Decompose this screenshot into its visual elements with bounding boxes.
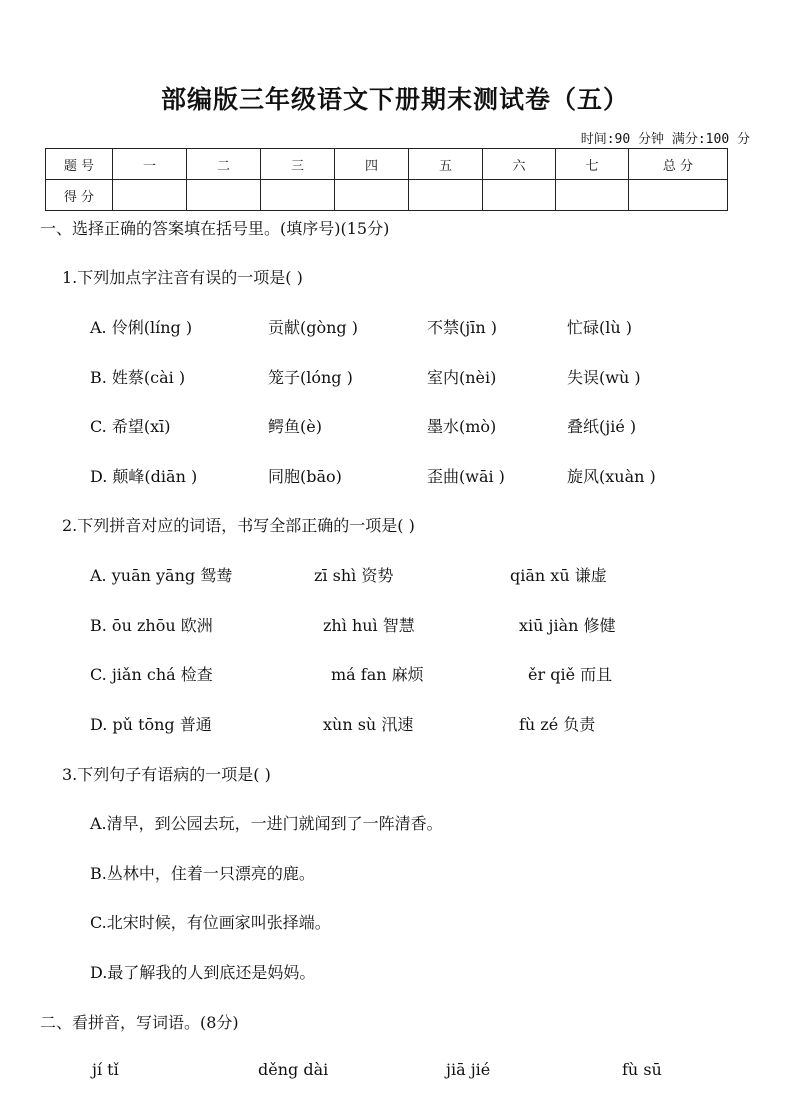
q1-option-d-4: 旋风(xuàn ) [567, 467, 656, 486]
header-cell: 一 [113, 149, 187, 180]
header-cell: 六 [483, 149, 556, 180]
q1-option-d-3: 歪曲(wāi ) [427, 467, 505, 486]
header-cell: 七 [556, 149, 629, 180]
q1-option-d-2: 同胞(bāo) [268, 467, 342, 486]
q1-option-a-3: 不禁(jīn ) [427, 318, 497, 337]
score-cell[interactable] [556, 180, 629, 211]
q2-option-b-2: zhì huì 智慧 [323, 616, 415, 635]
score-table-score-row [46, 180, 728, 211]
q2-option-a-3: qiān xū 谦虚 [510, 566, 607, 585]
score-cell[interactable] [187, 180, 261, 211]
question-2-stem: 2.下列拼音对应的词语，书写全部正确的一项是( ) [62, 516, 415, 535]
q2-option-c-2: má fan 麻烦 [331, 665, 424, 684]
pinyin-item-1: jí tǐ [92, 1060, 119, 1079]
q1-option-c-1: C. 希望(xī) [90, 417, 171, 436]
score-table [45, 148, 728, 211]
page-title: 部编版三年级语文下册期末测试卷（五） [160, 85, 629, 114]
q1-option-a-1: A. 伶俐(líng ) [90, 318, 193, 337]
q2-option-c-1: C. jiǎn chá 检查 [90, 665, 213, 684]
q1-option-d-1: D. 颠峰(diān ) [90, 467, 198, 486]
q2-option-a-1: A. yuān yāng 鸳鸯 [90, 566, 233, 585]
q1-option-c-4: 叠纸(jié ) [567, 417, 637, 436]
score-cell[interactable] [409, 180, 483, 211]
q1-option-b-2: 笼子(lóng ) [268, 368, 353, 387]
q2-option-d-2: xùn sù 汛速 [323, 715, 414, 734]
q1-option-a-2: 贡献(gòng ) [268, 318, 358, 337]
score-cell[interactable] [113, 180, 187, 211]
q2-option-a-2: zī shì 资势 [314, 566, 394, 585]
score-cell[interactable] [483, 180, 556, 211]
header-cell: 二 [187, 149, 261, 180]
header-cell: 三 [261, 149, 335, 180]
row-label-cell: 得 分 [46, 180, 113, 211]
q2-option-c-3: ěr qiě 而且 [528, 665, 613, 684]
score-cell[interactable] [261, 180, 335, 211]
q3-option-a: A.清早，到公园去玩，一进门就闻到了一阵清香。 [90, 814, 443, 833]
header-cell: 五 [409, 149, 483, 180]
header-cell: 题 号 [46, 149, 113, 180]
exam-meta: 时间:90 分钟 满分:100 分 [580, 132, 750, 147]
header-cell: 四 [335, 149, 409, 180]
q1-option-c-3: 墨水(mò) [427, 417, 497, 436]
section-1-heading: 一、选择正确的答案填在括号里。(填序号)(15分) [40, 219, 390, 238]
score-table-header-row [46, 149, 728, 180]
question-1-stem: 1.下列加点字注音有误的一项是( ) [62, 268, 303, 287]
q1-option-b-1: B. 姓蔡(cài ) [90, 368, 186, 387]
q2-option-b-3: xiū jiàn 修健 [519, 616, 616, 635]
pinyin-item-2: děng dài [258, 1060, 329, 1079]
q2-option-d-1: D. pǔ tōng 普通 [90, 715, 212, 734]
header-cell: 总 分 [629, 149, 728, 180]
q2-option-b-1: B. ōu zhōu 欧洲 [90, 616, 213, 635]
question-3-stem: 3.下列句子有语病的一项是( ) [62, 765, 271, 784]
score-cell[interactable] [629, 180, 728, 211]
pinyin-item-4: fù sū [622, 1060, 662, 1079]
q3-option-d: D.最了解我的人到底还是妈妈。 [90, 963, 316, 982]
q1-option-c-2: 鳄鱼(è) [268, 417, 322, 436]
q1-option-b-4: 失误(wù ) [567, 368, 641, 387]
section-2-heading: 二、看拼音，写词语。(8分) [40, 1013, 239, 1032]
q1-option-a-4: 忙碌(lù ) [567, 318, 632, 337]
q3-option-c: C.北宋时候，有位画家叫张择端。 [90, 913, 331, 932]
q1-option-b-3: 室内(nèi) [427, 368, 497, 387]
q3-option-b: B.丛林中，住着一只漂亮的鹿。 [90, 864, 315, 883]
score-cell[interactable] [335, 180, 409, 211]
q2-option-d-3: fù zé 负责 [519, 715, 596, 734]
pinyin-item-3: jiā jié [446, 1060, 491, 1079]
